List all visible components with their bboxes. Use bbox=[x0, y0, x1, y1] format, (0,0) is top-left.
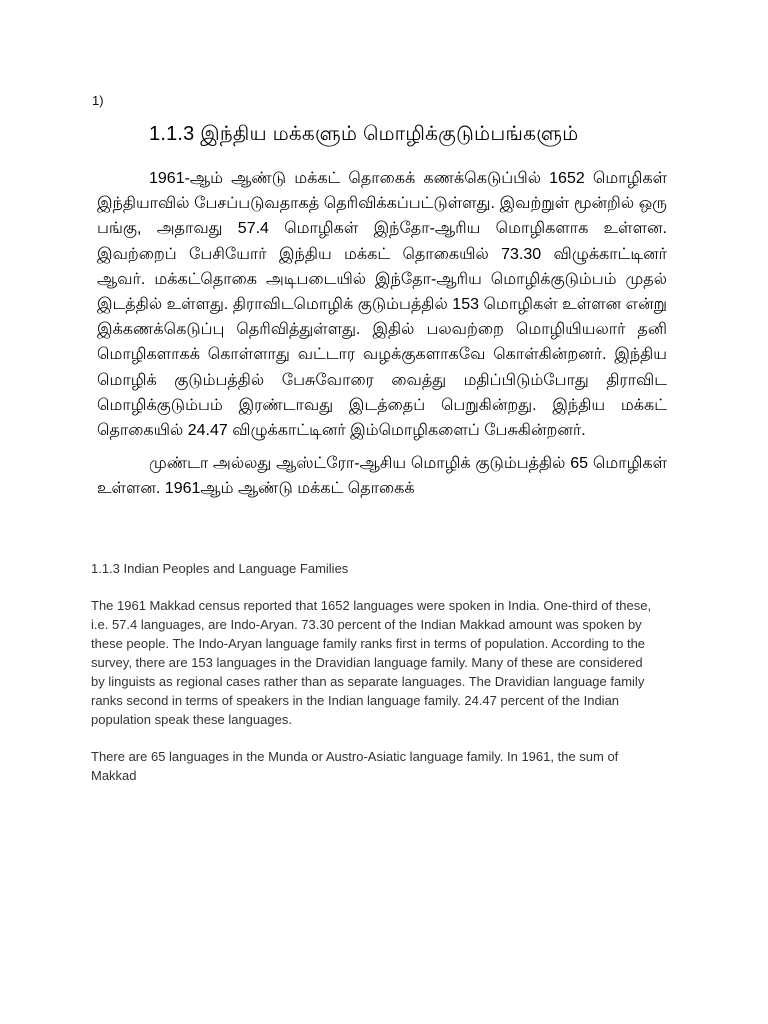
english-section-title: 1.1.3 Indian Peoples and Language Families bbox=[91, 561, 349, 576]
english-paragraph-1: The 1961 Makkad census reported that 1652 languages were spoken in India. One-third of these, i.e. 57.4 languages, are Indo-Aryan. 73.30 percent of the Indian Makkad amount was spoken by these people. The Indo-Aryan language family ranks first in terms of population. According to the survey, there are 153 languages in the Dravidian language family. Many of these are considered by linguists as regional cases rather than as separate languages. The Dravidian language family ranks second in terms of speakers in the Indian language family. 24.47 percent of the Indian population speak these languages. bbox=[91, 598, 652, 727]
tamil-scan-excerpt bbox=[97, 120, 667, 502]
tamil-paragraph-1: 1961-ஆம் ஆண்டு மக்கட் தொகைக் கணக்கெடுப்பில் 1652 மொழிகள் இந்தியாவில் பேசப்படுவதாகத் தெரிவிக்கப்பட்டுள்ளது. இவற்றுள் மூன்றில் ஒரு பங்கு, அதாவது 57.4 மொழிகள் இந்தோ-ஆரிய மொழிகளாக உள்ளன. இவற்றைப் பேசியோர் இந்திய மக்கட் தொகையில் 73.30 விழுக்காட்டினர் ஆவர். மக்கட்தொகை அடிபடையில் இந்தோ-ஆரிய மொழிக்குடும்பம் முதல் இடத்தில் உள்ளது. திராவிடமொழிக் குடும்பத்தில் 153 மொழிகள் உள்ளன என்று இக்கணக்கெடுப்பு தெரிவித்துள்ளது. இதில் பலவற்றை மொழியியலார் தனி மொழிகளாகக் கொள்ளாது வட்டார வழக்குகளாகவே கொள்கின்றனர். இந்திய மொழிக் குடும்பத்தில் பேசுவோரை வைத்து மதிப்பிடும்போது திராவிட மொழிக்குடும்பம் இரண்டாவது இடத்தைப் பெறுகின்றது. இந்திய மக்கட் தொகையில் 24.47 விழுக்காட்டினர் இம்மொழிகளைப் பேசுகின்றனர். bbox=[97, 170, 667, 440]
english-paragraph-2: There are 65 languages in the Munda or Austro-Asiatic language family. In 1961, the sum of Makkad bbox=[91, 749, 619, 783]
english-translation bbox=[91, 559, 657, 803]
tamil-section-title: 1.1.3 இந்திய மக்களும் மொழிக்குடும்பங்களும் bbox=[149, 123, 579, 145]
item-number: 1) bbox=[92, 93, 104, 108]
tamil-paragraph-2: முண்டா அல்லது ஆஸ்ட்ரோ-ஆசிய மொழிக் குடும்பத்தில் 65 மொழிகள் உள்ளன. 1961ஆம் ஆண்டு மக்கட் தொகைக் bbox=[97, 455, 667, 498]
